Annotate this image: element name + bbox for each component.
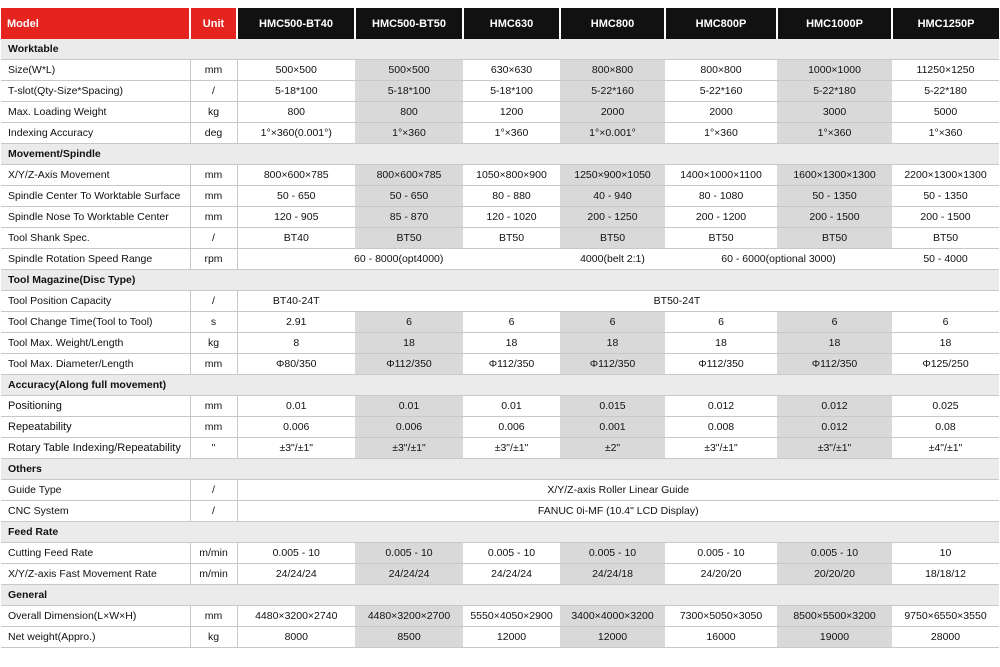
- row-label: Tool Change Time(Tool to Tool): [1, 312, 190, 333]
- value-cell: 0.001: [560, 417, 665, 438]
- unit-cell: rpm: [190, 249, 237, 270]
- value-cell: BT50: [665, 228, 777, 249]
- unit-cell: /: [190, 501, 237, 522]
- row-label: Cutting Feed Rate: [1, 543, 190, 564]
- value-cell: 0.005 - 10: [237, 543, 355, 564]
- unit-cell: /: [190, 291, 237, 312]
- value-cell: 1200: [463, 102, 560, 123]
- value-cell: 4000(belt 2:1): [560, 249, 665, 270]
- model-column-header: HMC500-BT40: [237, 8, 355, 39]
- value-cell: 800: [237, 102, 355, 123]
- row-label: Spindle Rotation Speed Range: [1, 249, 190, 270]
- row-label: X/Y/Z-Axis Movement: [1, 165, 190, 186]
- value-cell: 50 - 650: [237, 186, 355, 207]
- value-cell: 12000: [463, 627, 560, 648]
- value-cell: 5-18*100: [355, 81, 463, 102]
- row-label: T-slot(Qty-Size*Spacing): [1, 81, 190, 102]
- value-cell: Φ112/350: [665, 354, 777, 375]
- value-cell: 800×600×785: [237, 165, 355, 186]
- model-column-header: HMC800P: [665, 8, 777, 39]
- row-label: Repeatability: [1, 417, 190, 438]
- model-column-header: HMC630: [463, 8, 560, 39]
- unit-header: Unit: [190, 8, 237, 39]
- value-cell: ±4"/±1": [892, 438, 999, 459]
- row-label: CNC System: [1, 501, 190, 522]
- value-cell: 0.006: [355, 417, 463, 438]
- value-cell: 50 - 650: [355, 186, 463, 207]
- value-cell: Φ112/350: [560, 354, 665, 375]
- unit-cell: /: [190, 228, 237, 249]
- value-cell: 0.006: [463, 417, 560, 438]
- table-row: [1, 333, 999, 354]
- model-column-header: HMC500-BT50: [355, 8, 463, 39]
- table-row: [1, 291, 999, 312]
- value-cell: 0.005 - 10: [777, 543, 892, 564]
- value-cell: 800×600×785: [355, 165, 463, 186]
- section-title-text: Worktable: [8, 43, 59, 55]
- section-title-text: General: [8, 589, 48, 601]
- table-row: [1, 207, 999, 228]
- unit-cell: /: [190, 480, 237, 501]
- unit-cell: m/min: [190, 564, 237, 585]
- value-cell: 1°×360: [355, 123, 463, 144]
- value-cell: Φ80/350: [237, 354, 355, 375]
- value-cell: 800×800: [560, 60, 665, 81]
- section-title: [1, 459, 999, 480]
- value-cell: BT40: [237, 228, 355, 249]
- value-cell: 5-18*100: [463, 81, 560, 102]
- header-row: [1, 8, 999, 39]
- value-cell: 5-22*180: [892, 81, 999, 102]
- value-cell: 500×500: [355, 60, 463, 81]
- row-label: Guide Type: [1, 480, 190, 501]
- unit-cell: kg: [190, 333, 237, 354]
- value-cell: 6: [560, 312, 665, 333]
- value-cell: ±2": [560, 438, 665, 459]
- value-cell: 18: [463, 333, 560, 354]
- value-cell: 5550×4050×2900: [463, 606, 560, 627]
- section-title-text: Feed Rate: [8, 526, 59, 538]
- model-column-header: HMC800: [560, 8, 665, 39]
- section-title-text: Accuracy: [8, 379, 56, 391]
- section-title: [1, 144, 999, 165]
- value-cell: 0.01: [237, 396, 355, 417]
- value-cell: 0.006: [237, 417, 355, 438]
- row-label: Tool Shank Spec.: [1, 228, 190, 249]
- value-cell: 18: [777, 333, 892, 354]
- row-label: Indexing Accuracy: [1, 123, 190, 144]
- value-cell: 6: [892, 312, 999, 333]
- section-title-text: Tool Magazine(Disc Type): [8, 274, 136, 286]
- table-row: [1, 501, 999, 522]
- value-cell: 5000: [892, 102, 999, 123]
- value-cell: 500×500: [237, 60, 355, 81]
- value-cell: 18: [665, 333, 777, 354]
- value-cell: 24/24/24: [463, 564, 560, 585]
- section-title: [1, 585, 999, 606]
- value-cell: 1°×360: [463, 123, 560, 144]
- spec-table: [1, 8, 999, 648]
- row-label: Spindle Center To Worktable Surface: [1, 186, 190, 207]
- section-title-text: Others: [8, 463, 42, 475]
- value-cell: 0.012: [777, 396, 892, 417]
- value-cell: 4480×3200×2700: [355, 606, 463, 627]
- value-cell: 1600×1300×1300: [777, 165, 892, 186]
- value-cell: 5-22*160: [665, 81, 777, 102]
- value-cell: 1°×360: [892, 123, 999, 144]
- table-row: [1, 438, 999, 459]
- table-row: [1, 480, 999, 501]
- value-cell: 85 - 870: [355, 207, 463, 228]
- section-row: [1, 522, 999, 543]
- value-cell: 0.012: [777, 417, 892, 438]
- value-cell: 18: [355, 333, 463, 354]
- value-cell: Φ112/350: [355, 354, 463, 375]
- value-cell: 20/20/20: [777, 564, 892, 585]
- value-cell: 2000: [560, 102, 665, 123]
- value-cell: 1°×0.001°: [560, 123, 665, 144]
- value-cell: 19000: [777, 627, 892, 648]
- table-row: [1, 165, 999, 186]
- value-cell: 60 - 8000(opt4000): [237, 249, 560, 270]
- section-row: [1, 144, 999, 165]
- value-cell: 18: [560, 333, 665, 354]
- section-title-note: (Along full movement): [55, 379, 167, 391]
- value-cell: 0.025: [892, 396, 999, 417]
- row-label: Positioning: [1, 396, 190, 417]
- value-cell: 120 - 905: [237, 207, 355, 228]
- value-cell: 1°×360: [777, 123, 892, 144]
- value-cell: 80 - 880: [463, 186, 560, 207]
- value-cell: 4480×3200×2740: [237, 606, 355, 627]
- value-cell: 6: [463, 312, 560, 333]
- row-label: Overall Dimension(L×W×H): [1, 606, 190, 627]
- table-row: [1, 396, 999, 417]
- unit-cell: s: [190, 312, 237, 333]
- section-title: [1, 39, 999, 60]
- table-row: [1, 417, 999, 438]
- value-cell: 24/20/20: [665, 564, 777, 585]
- table-row: [1, 60, 999, 81]
- unit-cell: /: [190, 81, 237, 102]
- model-column-header: HMC1250P: [892, 8, 999, 39]
- section-row: [1, 459, 999, 480]
- value-cell: 18/18/12: [892, 564, 999, 585]
- value-cell: 28000: [892, 627, 999, 648]
- section-title: [1, 375, 999, 396]
- value-cell: ±3"/±1": [237, 438, 355, 459]
- value-cell: 3400×4000×3200: [560, 606, 665, 627]
- value-cell: 8500×5500×3200: [777, 606, 892, 627]
- table-row: [1, 228, 999, 249]
- value-cell: ±3"/±1": [777, 438, 892, 459]
- section-title: [1, 270, 999, 291]
- value-cell: 50 - 1350: [892, 186, 999, 207]
- value-cell: 7300×5050×3050: [665, 606, 777, 627]
- value-cell: 0.01: [463, 396, 560, 417]
- value-cell: BT50: [777, 228, 892, 249]
- value-cell: FANUC 0i-MF (10.4" LCD Display): [237, 501, 999, 522]
- unit-cell: deg: [190, 123, 237, 144]
- value-cell: 200 - 1500: [892, 207, 999, 228]
- value-cell: X/Y/Z-axis Roller Linear Guide: [237, 480, 999, 501]
- table-row: [1, 249, 999, 270]
- unit-cell: mm: [190, 165, 237, 186]
- table-row: [1, 312, 999, 333]
- row-label: Tool Max. Weight/Length: [1, 333, 190, 354]
- unit-cell: mm: [190, 396, 237, 417]
- value-cell: 0.005 - 10: [463, 543, 560, 564]
- section-row: [1, 39, 999, 60]
- value-cell: 800: [355, 102, 463, 123]
- value-cell: 24/24/18: [560, 564, 665, 585]
- value-cell: 200 - 1250: [560, 207, 665, 228]
- value-cell: 1°×360: [665, 123, 777, 144]
- value-cell: 0.08: [892, 417, 999, 438]
- unit-cell: kg: [190, 627, 237, 648]
- table-row: [1, 354, 999, 375]
- value-cell: 80 - 1080: [665, 186, 777, 207]
- value-cell: 120 - 1020: [463, 207, 560, 228]
- model-header: Model: [1, 8, 190, 39]
- value-cell: 0.005 - 10: [665, 543, 777, 564]
- table-row: [1, 81, 999, 102]
- value-cell: 40 - 940: [560, 186, 665, 207]
- value-cell: 12000: [560, 627, 665, 648]
- unit-cell: mm: [190, 186, 237, 207]
- value-cell: 1400×1000×1100: [665, 165, 777, 186]
- unit-cell: mm: [190, 417, 237, 438]
- value-cell: 630×630: [463, 60, 560, 81]
- row-label: Size(W*L): [1, 60, 190, 81]
- value-cell: 50 - 4000: [892, 249, 999, 270]
- table-row: [1, 102, 999, 123]
- section-row: [1, 375, 999, 396]
- value-cell: ±3"/±1": [355, 438, 463, 459]
- row-label: Net weight(Appro.): [1, 627, 190, 648]
- value-cell: BT50: [892, 228, 999, 249]
- section-title-text: Movement/Spindle: [8, 148, 101, 160]
- value-cell: 10: [892, 543, 999, 564]
- value-cell: 0.015: [560, 396, 665, 417]
- value-cell: 5-22*160: [560, 81, 665, 102]
- value-cell: Φ112/350: [463, 354, 560, 375]
- value-cell: 2.91: [237, 312, 355, 333]
- value-cell: 11250×1250: [892, 60, 999, 81]
- value-cell: 5-18*100: [237, 81, 355, 102]
- section-title: [1, 522, 999, 543]
- model-column-header: HMC1000P: [777, 8, 892, 39]
- value-cell: 16000: [665, 627, 777, 648]
- value-cell: 24/24/24: [355, 564, 463, 585]
- value-cell: 6: [665, 312, 777, 333]
- value-cell: 8: [237, 333, 355, 354]
- value-cell: BT40-24T: [237, 291, 355, 312]
- value-cell: 1250×900×1050: [560, 165, 665, 186]
- value-cell: 6: [355, 312, 463, 333]
- value-cell: 0.008: [665, 417, 777, 438]
- section-row: [1, 585, 999, 606]
- value-cell: ±3"/±1": [665, 438, 777, 459]
- value-cell: 200 - 1500: [777, 207, 892, 228]
- value-cell: 60 - 6000(optional 3000): [665, 249, 892, 270]
- unit-cell: m/min: [190, 543, 237, 564]
- section-row: [1, 270, 999, 291]
- table-row: [1, 543, 999, 564]
- value-cell: 9750×6550×3550: [892, 606, 999, 627]
- unit-cell: mm: [190, 60, 237, 81]
- value-cell: 1°×360(0.001°): [237, 123, 355, 144]
- unit-cell: mm: [190, 606, 237, 627]
- value-cell: 6: [777, 312, 892, 333]
- row-label: Rotary Table Indexing/Repeatability: [1, 438, 190, 459]
- value-cell: 800×800: [665, 60, 777, 81]
- value-cell: BT50: [355, 228, 463, 249]
- value-cell: Φ112/350: [777, 354, 892, 375]
- table-row: [1, 186, 999, 207]
- value-cell: 0.012: [665, 396, 777, 417]
- unit-cell: ": [190, 438, 237, 459]
- table-row: [1, 627, 999, 648]
- table-row: [1, 564, 999, 585]
- row-label: Tool Max. Diameter/Length: [1, 354, 190, 375]
- value-cell: BT50-24T: [355, 291, 999, 312]
- row-label: Max. Loading Weight: [1, 102, 190, 123]
- value-cell: 200 - 1200: [665, 207, 777, 228]
- value-cell: 5-22*180: [777, 81, 892, 102]
- value-cell: 24/24/24: [237, 564, 355, 585]
- value-cell: 1050×800×900: [463, 165, 560, 186]
- unit-cell: mm: [190, 207, 237, 228]
- value-cell: BT50: [463, 228, 560, 249]
- value-cell: Φ125/250: [892, 354, 999, 375]
- row-label: Tool Position Capacity: [1, 291, 190, 312]
- value-cell: 8000: [237, 627, 355, 648]
- value-cell: BT50: [560, 228, 665, 249]
- value-cell: 8500: [355, 627, 463, 648]
- value-cell: 18: [892, 333, 999, 354]
- value-cell: 0.005 - 10: [560, 543, 665, 564]
- unit-cell: mm: [190, 354, 237, 375]
- value-cell: 1000×1000: [777, 60, 892, 81]
- row-label: X/Y/Z-axis Fast Movement Rate: [1, 564, 190, 585]
- value-cell: 0.01: [355, 396, 463, 417]
- table-row: [1, 606, 999, 627]
- value-cell: 2000: [665, 102, 777, 123]
- value-cell: ±3"/±1": [463, 438, 560, 459]
- value-cell: 50 - 1350: [777, 186, 892, 207]
- value-cell: 0.005 - 10: [355, 543, 463, 564]
- value-cell: 3000: [777, 102, 892, 123]
- unit-cell: kg: [190, 102, 237, 123]
- value-cell: 2200×1300×1300: [892, 165, 999, 186]
- table-row: [1, 123, 999, 144]
- row-label: Spindle Nose To Worktable Center: [1, 207, 190, 228]
